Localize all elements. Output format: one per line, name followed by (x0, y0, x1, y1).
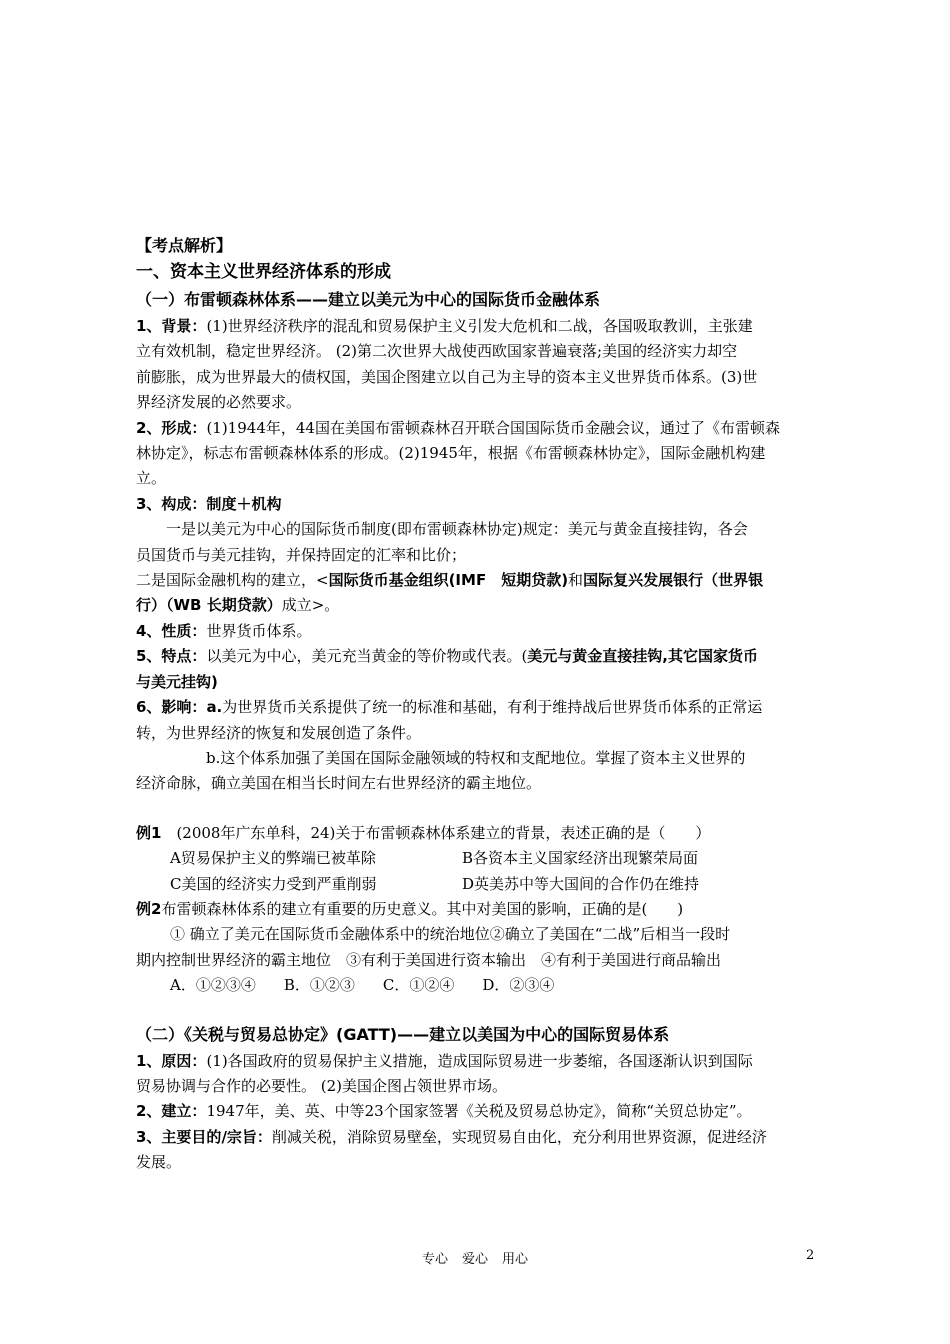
structure-text: 一是以美元为中心的国际货币制度(即布雷顿森林协定)规定：美元与黄金直接挂钩，各会 (166, 520, 748, 539)
answer-c: C．①②④ (382, 976, 455, 995)
document-body (136, 232, 816, 1176)
example-1 (136, 821, 816, 897)
reason-text: 贸易协调与合作的必要性。 (2)美国企图占领世界市场。 (136, 1076, 508, 1095)
background-section (136, 314, 816, 416)
background-label: 1、背景： (136, 317, 207, 335)
option-c: C美国的经济实力受到严重削弱 (170, 874, 377, 893)
structure-label: 3、构成：制度＋机构 (136, 494, 282, 513)
example-stem: (2008年广东单科，24)关于布雷顿森林体系建立的背景，表述正确的是（ ） (161, 823, 711, 842)
background-text: 前膨胀，成为世界最大的债权国，美国企图建立以自己为主导的资本主义世界货币体系。(3)世 (136, 367, 758, 386)
nature-text: 世界货币体系。 (206, 621, 312, 640)
impact-text: b.这个体系加强了美国在国际金融领域的特权和支配地位。掌握了资本主义世界的 (206, 748, 746, 767)
example-label: 例2 (136, 899, 162, 918)
world-bank-text: 行）（WB 长期贷款） (136, 596, 282, 615)
footer-word: 爱心 (461, 1252, 488, 1267)
establish-text: 1947年，美、英、中等23个国家签署《关税及贸易总协定》，简称“关贸总协定”。 (206, 1102, 752, 1121)
feature-text: 以美元为中心，美元充当黄金的等价物或代表。( (206, 647, 528, 666)
example-text: ① 确立了美元在国际货币金融体系中的统治地位②确立了美国在“二战”后相当一段时 (170, 925, 731, 944)
nature-section (136, 619, 816, 644)
establish-section (136, 1099, 816, 1124)
answer-b: B．①②③ (283, 976, 355, 995)
aim-section (136, 1125, 816, 1176)
feature-bold-text: 美元与黄金直接挂钩,其它国家货币 (527, 647, 758, 666)
example-stem: 布雷顿森林体系的建立有重要的历史意义。其中对美国的影响，正确的是( ) (161, 899, 684, 918)
part1-title: 一、资本主义世界经济体系的形成 (136, 262, 391, 282)
background-text: (1)世界经济秩序的混乱和贸易保护主义引发大危机和二战，各国吸取教训，主张建 (206, 317, 753, 335)
aim-label: 3、主要目的/宗旨： (136, 1127, 272, 1146)
option-b: B各资本主义国家经济出现繁荣局面 (462, 849, 699, 868)
feature-label: 5、特点： (136, 647, 207, 666)
structure-text: 员国货币与美元挂钩，并保持固定的汇率和比价； (136, 545, 467, 564)
footer-word: 用心 (502, 1252, 529, 1267)
background-text: 界经济发展的必然要求。 (136, 393, 302, 412)
aim-text: 削减关税，消除贸易壁垒，实现贸易自由化，充分利用世界资源，促进经济 (271, 1127, 767, 1146)
structure-text: 和 (568, 571, 584, 590)
structure-text: 二是国际金融机构的建立，< (136, 571, 329, 590)
background-text: 立有效机制，稳定世界经济。 (2)第二次世界大战使西欧国家普遍衰落;美国的经济实力却空 (136, 342, 738, 361)
section-header: 【考点解析】 (136, 236, 233, 255)
impact-a-label: a. (206, 698, 223, 717)
formation-label: 2、形成： (136, 418, 207, 437)
answer-a: A．①②③④ (170, 976, 256, 995)
example-2 (136, 897, 816, 999)
formation-text: 立。 (136, 469, 167, 488)
formation-section (136, 416, 816, 492)
impact-text: 转，为世界经济的恢复和发展创造了条件。 (136, 723, 422, 742)
impact-text: 经济命脉，确立美国在相当长时间左右世界经济的霸主地位。 (136, 774, 542, 793)
answer-d: D．②③④ (482, 976, 555, 995)
feature-section (136, 644, 816, 695)
imf-text: 国际货币基金组织(IMF 短期贷款) (328, 571, 569, 590)
formation-text: 林协定》，标志布雷顿森林体系的形成。(2)1945年，根据《布雷顿森林协定》，国际金融机构建 (136, 444, 766, 463)
answer-options (136, 973, 816, 998)
formation-text: (1)1944年，44国在美国布雷顿森林召开联合国国际货币金融会议，通过了《布雷顿森 (206, 418, 780, 437)
feature-bold-text: 与美元挂钩) (136, 672, 218, 691)
reason-section (136, 1049, 816, 1100)
option-a: A贸易保护主义的弊端已被革除 (170, 849, 376, 868)
reason-text: (1)各国政府的贸易保护主义措施，造成国际贸易进一步萎缩，各国逐渐认识到国际 (206, 1051, 753, 1070)
structure-text: 成立>。 (281, 596, 340, 615)
impact-section (136, 695, 816, 797)
page-number: 2 (806, 1248, 815, 1263)
establish-label: 2、建立： (136, 1102, 207, 1121)
option-d: D英美苏中等大国间的合作仍在维持 (462, 874, 700, 893)
sub1-title: （一）布雷顿森林体系——建立以美元为中心的国际货币金融体系 (136, 290, 601, 309)
impact-text: 为世界货币关系提供了统一的标准和基础，有利于维持战后世界货币体系的正常运 (222, 698, 763, 717)
nature-label: 4、性质： (136, 621, 207, 640)
sub2-title: （二）《关税与贸易总协定》(GATT)——建立以美国为中心的国际贸易体系 (136, 1024, 670, 1044)
example-label: 例1 (136, 823, 162, 842)
world-bank-text: 国际复兴发展银行（世界银 (583, 571, 764, 590)
reason-label: 1、原因： (136, 1051, 207, 1070)
example-text: 期内控制世界经济的霸主地位 ③有利于美国进行资本输出 ④有利于美国进行商品输出 (136, 950, 722, 969)
structure-section (136, 492, 816, 619)
footer-word: 专心 (421, 1252, 448, 1267)
impact-label: 6、影响： (136, 698, 207, 717)
aim-text: 发展。 (136, 1153, 182, 1172)
